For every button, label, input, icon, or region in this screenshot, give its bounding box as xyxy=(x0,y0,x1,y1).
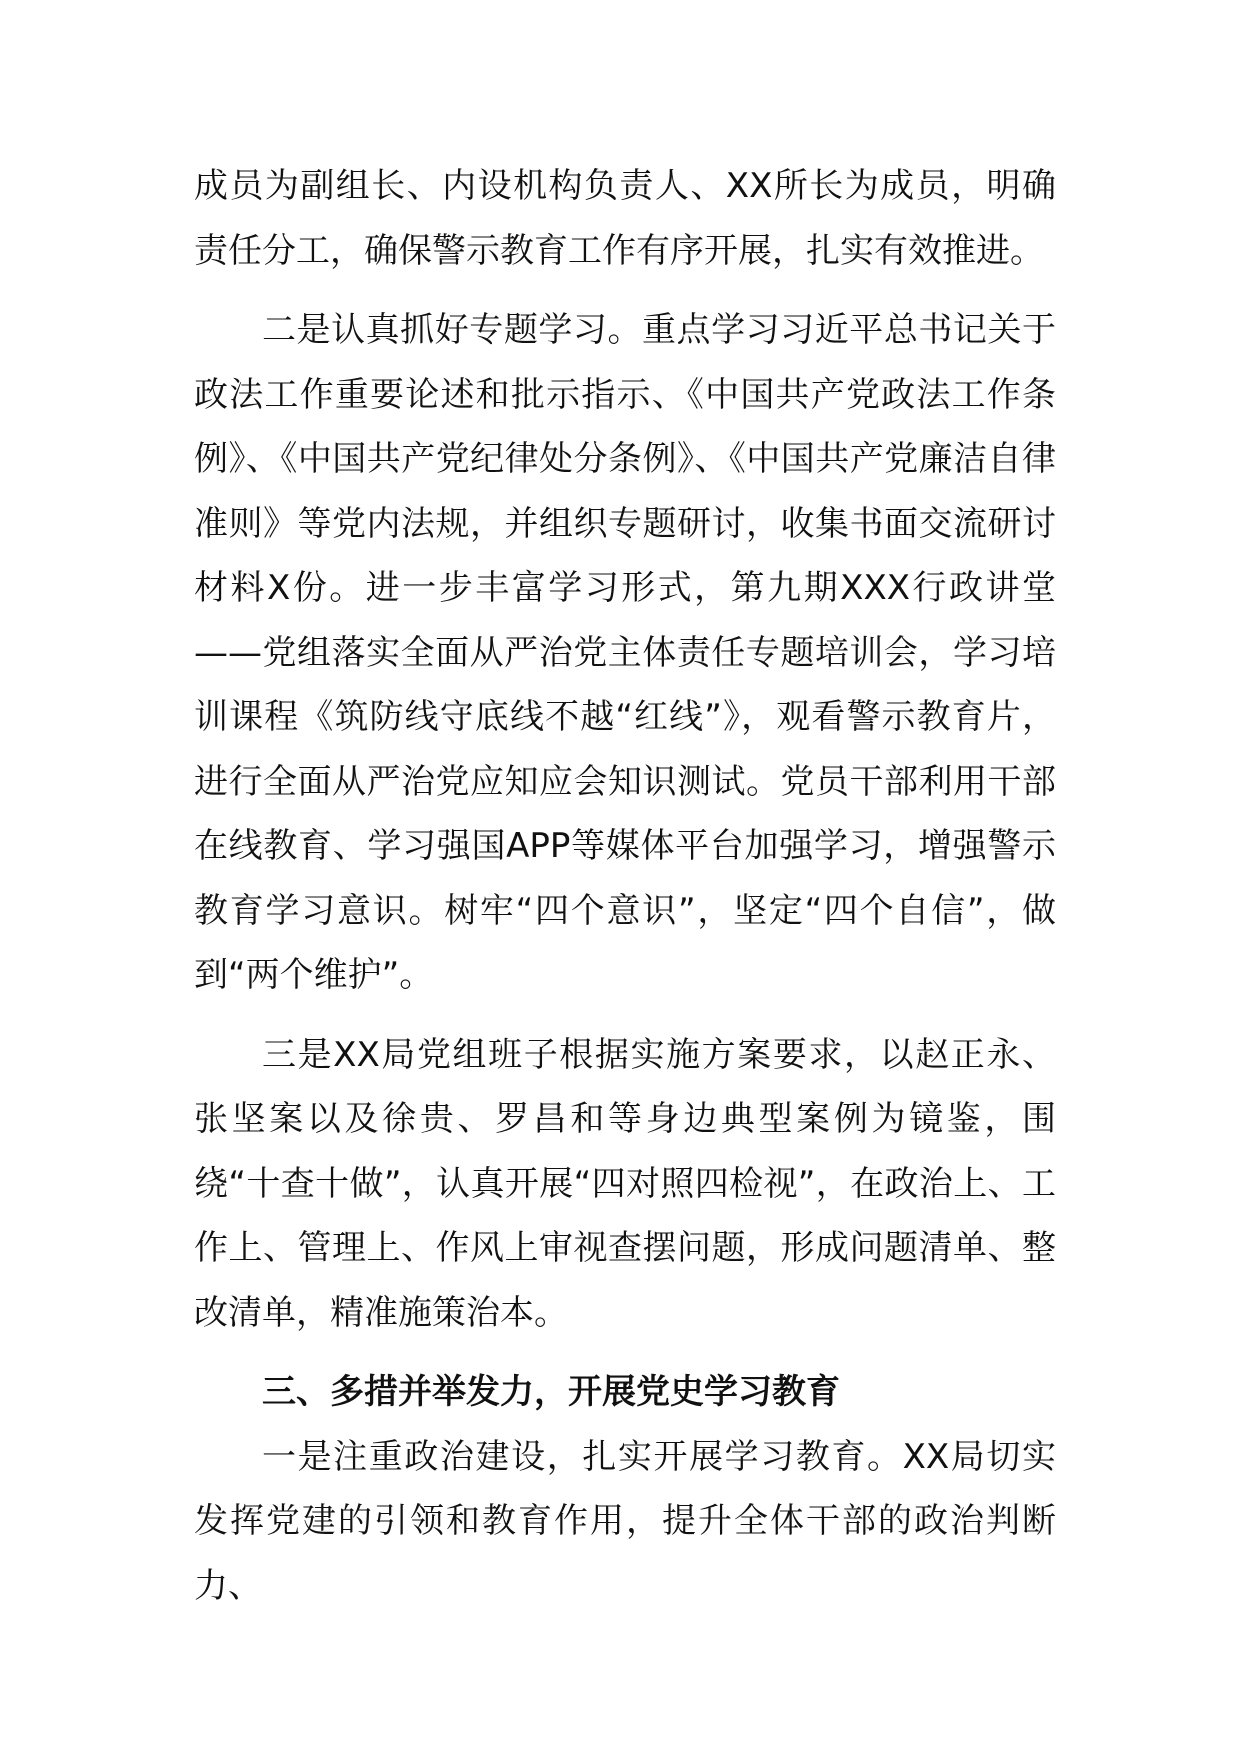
paragraph-special-study: 二是认真抓好专题学习。重点学习习近平总书记关于政法工作重要论述和批示指示、《中国共产党政法工作条例》、《中国共产党纪律处分条例》、《中国共产党廉洁自律准则》等党内法规，并组织专题研讨，收集书面交流研讨材料X份。进一步丰富学习形式，第九期XXX行政讲堂——党组落实全面从严治党主体责任专题培训会，学习培训课程《筑防线守底线不越“红线”》，观看警示教育片，进行全面从严治党应知应会知识测试。党员干部利用干部在线教育、学习强国APP等媒体平台加强学习，增强警示教育学习意识。树牢“四个意识”，坚定“四个自信”，做到“两个维护”。 xyxy=(194,310,1056,995)
paragraph-continuation: 成员为副组长、内设机构负责人、XX所长为成员，明确责任分工，确保警示教育工作有序开展，扎实有效推进。 xyxy=(194,166,1056,271)
paragraph-political-building: 一是注重政治建设，扎实开展学习教育。XX局切实发挥党建的引领和教育作用，提升全体干部的政治判断力、 xyxy=(194,1436,1056,1606)
section-heading: 三、多措并举发力，开展党史学习教育 xyxy=(262,1372,840,1412)
document-page xyxy=(194,154,1056,1618)
paragraph-case-review: 三是XX局党组班子根据实施方案要求，以赵正永、张坚案以及徐贵、罗昌和等身边典型案例为镜鉴，围绕“十查十做”，认真开展“四对照四检视”，在政治上、工作上、管理上、作风上审视查摆问题，形成问题清单、整改清单，精准施策治本。 xyxy=(194,1034,1056,1333)
